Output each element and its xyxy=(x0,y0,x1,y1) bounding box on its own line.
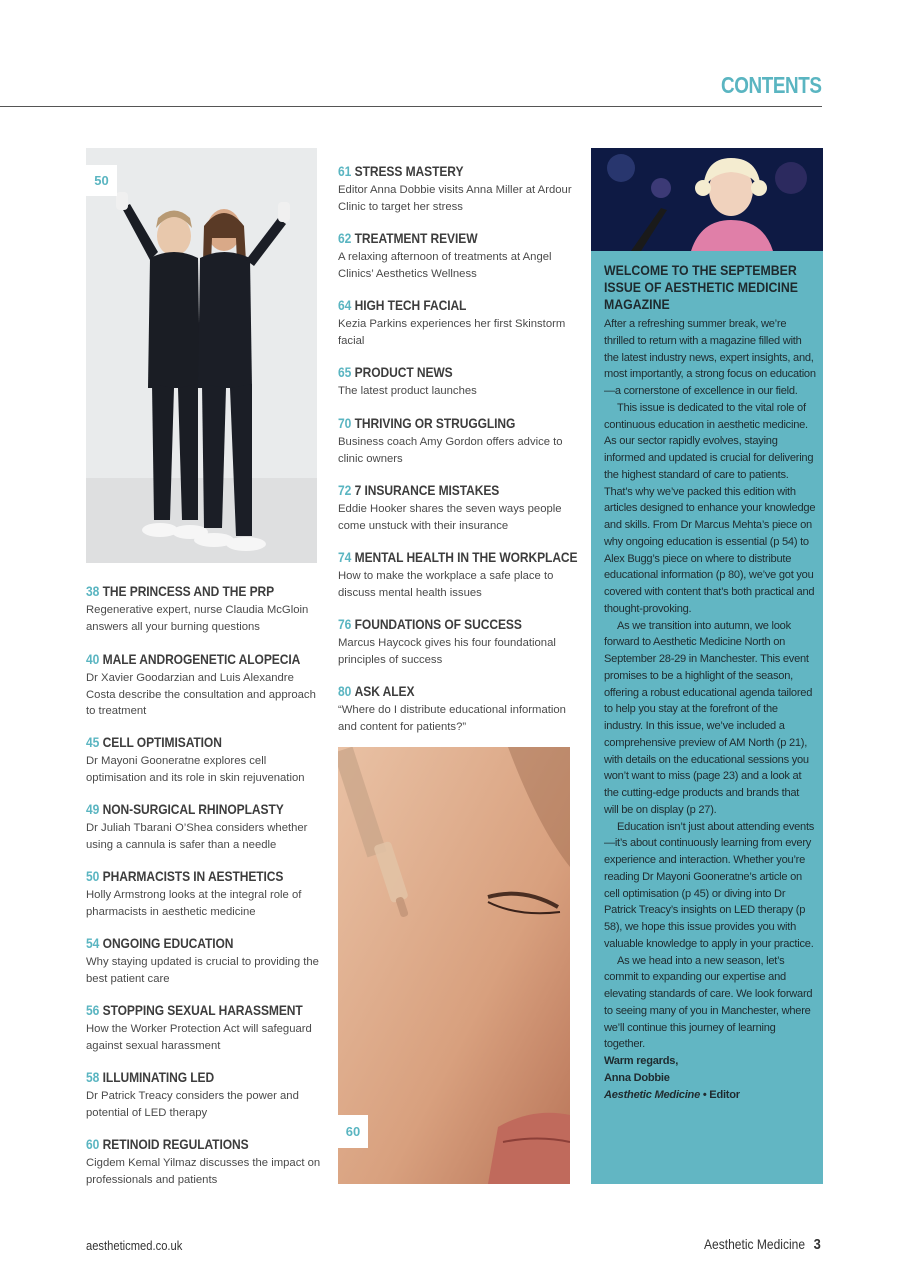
article-title: 7 INSURANCE MISTAKES xyxy=(354,482,500,498)
article-title: TREATMENT REVIEW xyxy=(354,230,478,246)
page-number: 62 xyxy=(338,230,352,246)
article-title: ASK ALEX xyxy=(354,683,415,699)
header-rule xyxy=(0,106,822,107)
article-description: How to make the workplace a safe place to discuss mental health issues xyxy=(338,570,554,599)
page-number: 76 xyxy=(338,616,352,632)
contents-item[interactable] xyxy=(86,734,326,786)
contents-item[interactable] xyxy=(86,1136,326,1188)
article-title: THRIVING OR STRUGGLING xyxy=(354,415,516,431)
contents-item[interactable] xyxy=(86,868,326,920)
article-description: Marcus Haycock gives his four foundational principles of success xyxy=(338,637,556,666)
article-description: Eddie Hooker shares the seven ways people come unstuck with their insurance xyxy=(338,503,562,532)
article-description: Holly Armstrong looks at the integral role of pharmacists in aesthetic medicine xyxy=(86,889,302,918)
page-number: 72 xyxy=(338,482,352,498)
article-description: How the Worker Protection Act will safeguard against sexual harassment xyxy=(86,1023,312,1052)
editorial-paragraph: After a refreshing summer break, we’re thrilled to return with a magazine filled with the latest industry news, expert insights, and, most importantly, a strong focus on education—a cornerstone of excellence in our field. xyxy=(604,318,816,397)
page-number: 58 xyxy=(86,1069,100,1085)
contents-item[interactable] xyxy=(338,163,578,215)
article-description: Editor Anna Dobbie visits Anna Miller at Ardour Clinic to target her stress xyxy=(338,184,572,213)
article-description: Dr Juliah Tbarani O’Shea considers whether using a cannula is safer than a needle xyxy=(86,822,308,851)
contents-item[interactable] xyxy=(338,616,578,668)
article-title: HIGH TECH FACIAL xyxy=(354,297,467,313)
page-number: 54 xyxy=(86,935,100,951)
page-number: 50 xyxy=(86,868,100,884)
article-title: THE PRINCESS AND THE PRP xyxy=(102,583,275,599)
contents-item[interactable] xyxy=(86,801,326,853)
folio xyxy=(704,1236,821,1253)
page-number: 45 xyxy=(86,734,100,750)
contents-item[interactable] xyxy=(86,1002,326,1054)
page-number: 38 xyxy=(86,583,100,599)
contents-item[interactable] xyxy=(338,482,578,534)
article-title: MALE ANDROGENETIC ALOPECIA xyxy=(102,651,301,667)
article-description: Regenerative expert, nurse Claudia McGloin answers all your burning questions xyxy=(86,604,309,633)
editors-letter xyxy=(591,148,823,1184)
photo-page-badge: 60 xyxy=(338,1115,368,1148)
page-number: 65 xyxy=(338,364,352,380)
article-description: Dr Patrick Treacy considers the power and potential of LED therapy xyxy=(86,1090,299,1119)
magazine-name: Aesthetic Medicine xyxy=(704,1236,806,1252)
page-number: 61 xyxy=(338,163,352,179)
signoff: Warm regards, xyxy=(604,1055,679,1067)
contents-item[interactable] xyxy=(338,683,578,735)
editor-photo xyxy=(591,148,823,251)
page-number: 40 xyxy=(86,651,100,667)
editorial-title: WELCOME TO THE SEPTEMBER ISSUE OF AESTHETIC MEDICINE MAGAZINE xyxy=(604,262,798,312)
website-link[interactable]: aestheticmed.co.uk xyxy=(86,1238,183,1253)
contents-item[interactable] xyxy=(86,583,326,635)
article-description: “Where do I distribute educational information and content for patients?” xyxy=(338,704,566,733)
article-title: ILLUMINATING LED xyxy=(102,1069,215,1085)
article-title: MENTAL HEALTH IN THE WORKPLACE xyxy=(354,549,578,565)
editorial-paragraph: As we transition into autumn, we look forward to Aesthetic Medicine North on September 28-29 in Manchester. This event promises to be a highlight of the season, offering a robust educational agenda tailored to help you stay at the forefront of the industry. In this issue, we’ve included a comprehensive preview of AM North (p 21), with details on the educational sessions you won’t want to miss (page 23) and a look at the cutting-edge products and brands that will be on display (p 27). xyxy=(604,619,813,816)
contents-item[interactable] xyxy=(338,364,578,400)
editor-name: Anna Dobbie xyxy=(604,1071,670,1084)
article-title: PRODUCT NEWS xyxy=(354,364,453,380)
photo-retinoid xyxy=(338,747,570,1184)
editor-role xyxy=(604,1087,816,1104)
article-title: STOPPING SEXUAL HARASSMENT xyxy=(102,1002,303,1018)
page-number: 56 xyxy=(86,1002,100,1018)
role-label: • Editor xyxy=(700,1088,740,1101)
photo-pharmacists xyxy=(86,148,317,563)
contents-item[interactable] xyxy=(86,935,326,987)
article-title: PHARMACISTS IN AESTHETICS xyxy=(102,868,284,884)
article-title: STRESS MASTERY xyxy=(354,163,464,179)
page-number: 80 xyxy=(338,683,352,699)
publication-name: Aesthetic Medicine xyxy=(604,1088,700,1101)
article-title: RETINOID REGULATIONS xyxy=(102,1136,249,1152)
article-description: A relaxing afternoon of treatments at Angel Clinics’ Aesthetics Wellness xyxy=(338,251,552,280)
editorial-body xyxy=(604,316,816,1103)
page-number: 70 xyxy=(338,415,352,431)
article-title: CELL OPTIMISATION xyxy=(102,734,222,750)
contents-item[interactable] xyxy=(338,230,578,282)
article-description: Cigdem Kemal Yilmaz discusses the impact on professionals and patients xyxy=(86,1157,321,1186)
page-number: 3 xyxy=(813,1236,821,1253)
page-number: 49 xyxy=(86,801,100,817)
contents-item[interactable] xyxy=(338,549,578,601)
editorial-paragraph: Education isn’t just about attending events—it’s about continuously learning from every experience and interaction. Whether you’re reading Dr Mayoni Gooneratne’s article on cell optimisation (p 45) or diving into Dr Patrick Treacy’s insights on LED therapy (p 58), we hope this issue provides you with valuable knowledge to apply in your practice. xyxy=(604,820,815,950)
contents-item[interactable] xyxy=(86,1069,326,1121)
page-title: CONTENTS xyxy=(720,72,821,98)
article-description: Why staying updated is crucial to providing the best patient care xyxy=(86,956,319,985)
photo-page-badge: 50 xyxy=(86,165,117,196)
editorial-paragraph: This issue is dedicated to the vital role of continuous education in aesthetic medicine. As our sector rapidly evolves, staying informed and updated is crucial for delivering the highest standard of care to patients. That’s why we’ve packed this edition with articles designed to enhance your knowledge and skills. From Dr Marcus Mehta’s piece on why ongoing education is essential (p 54) to Alex Bugg’s piece on where to distribute educational information (p 80), we’ve got you covered with content that’s both practical and thought-provoking. xyxy=(604,401,816,615)
page-number: 74 xyxy=(338,549,352,565)
article-description: Kezia Parkins experiences her first Skinstorm facial xyxy=(338,318,566,347)
article-description: Business coach Amy Gordon offers advice to clinic owners xyxy=(338,436,563,465)
contents-item[interactable] xyxy=(338,297,578,349)
article-description: Dr Xavier Goodarzian and Luis Alexandre Costa describe the consultation and approach to treatment xyxy=(86,672,316,717)
article-description: Dr Mayoni Gooneratne explores cell optimisation and its role in skin rejuvenation xyxy=(86,755,305,784)
contents-item[interactable] xyxy=(338,415,578,467)
editorial-paragraph: As we head into a new season, let’s commit to expanding our expertise and elevating standards of care. We look forward to seeing many of you in Manchester, where we’ll continue this journey of learning together. xyxy=(604,954,813,1051)
page-number: 60 xyxy=(86,1136,100,1152)
page-number: 64 xyxy=(338,297,352,313)
article-title: FOUNDATIONS OF SUCCESS xyxy=(354,616,522,632)
article-description: The latest product launches xyxy=(338,385,477,397)
contents-item[interactable] xyxy=(86,651,326,720)
article-title: NON-SURGICAL RHINOPLASTY xyxy=(102,801,284,817)
article-title: ONGOING EDUCATION xyxy=(102,935,234,951)
